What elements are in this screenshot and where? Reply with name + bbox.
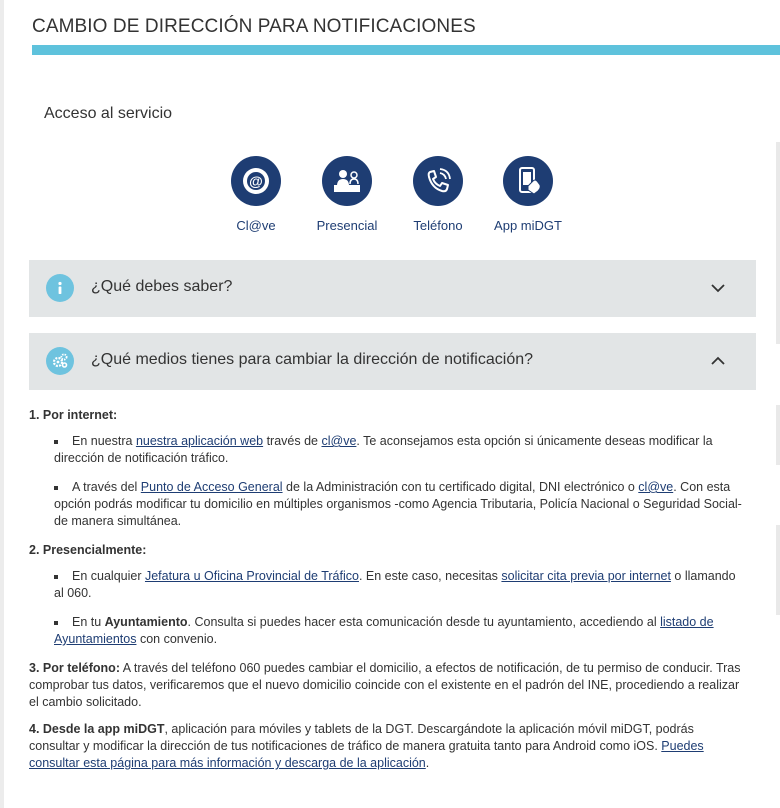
access-option-presencial[interactable]: [297, 156, 397, 233]
access-heading: Acceso al servicio: [44, 105, 173, 122]
access-option-label: App miDGT: [494, 218, 562, 233]
access-option-app-midgt[interactable]: [478, 156, 578, 233]
list-item: En nuestra nuestra aplicación web través de cl@ve. Te aconsejamos esta opción si únicamente deseas modificar la dirección de notificación tráfico.: [54, 434, 713, 465]
list-item: A través del Punto de Acceso General de la Administración con tu certificado digital, DNI electrónico o cl@ve. Con esta opción podrás modificar tu domicilio en múltiples organismos -como Agencia Tributaria, Policía Nacional o Seguridad Social- de manera simultánea.: [54, 480, 742, 528]
right-scroll-edge: [776, 142, 780, 344]
left-border: [0, 0, 4, 808]
link-jefatura[interactable]: Jefatura u Oficina Provincial de Tráfico: [144, 569, 359, 583]
chevron-down-icon[interactable]: [709, 279, 727, 302]
phone-icon: [413, 156, 463, 206]
link-clave[interactable]: cl@ve: [321, 434, 357, 448]
mobile-app-icon: [503, 156, 553, 206]
bullet-marker: [54, 440, 58, 444]
link-app-info[interactable]: Puedes consultar esta página para más información y descarga de la aplicación: [29, 739, 704, 770]
access-option-label: Teléfono: [413, 218, 463, 233]
chevron-up-icon[interactable]: [709, 352, 727, 375]
svg-text:@: @: [249, 173, 263, 189]
list-item: En cualquier Jefatura u Oficina Provincial de Tráfico. En este caso, necesitas solicitar cita previa por internet o llamando al 060.: [54, 569, 736, 600]
bullet-marker: [54, 621, 58, 625]
accordion-content: [29, 407, 747, 772]
page-title: CAMBIO DE DIRECCIÓN PARA NOTIFICACIONES: [32, 16, 476, 37]
section-app: 4. Desde la app miDGT, aplicación para móviles y tablets de la DGT. Descargándote la aplicación móvil miDGT, podrás consultar y modificar la dirección de tus notificaciones de tráfico de manera gratuita tanto para Android como iOS. Puedes consultar esta página para más información y descarga de la aplicación.: [29, 722, 704, 770]
link-cita-previa[interactable]: solicitar cita previa por internet: [501, 569, 671, 583]
office-desk-icon: [322, 156, 372, 206]
title-underline: [32, 45, 780, 55]
accordion-question: ¿Qué debes saber?: [91, 278, 233, 295]
link-punto-acceso-general[interactable]: Punto de Acceso General: [140, 480, 283, 494]
bullet-marker: [54, 575, 58, 579]
accordion-question: ¿Qué medios tienes para cambiar la dirección de notificación?: [91, 351, 534, 368]
gears-icon: [46, 347, 74, 375]
list-item: En tu Ayuntamiento. Consulta si puedes hacer esta comunicación desde tu ayuntamiento, accediendo al listado de Ayuntamientos con convenio.: [54, 615, 714, 646]
access-option-clave[interactable]: [206, 156, 306, 233]
bullet-marker: [54, 486, 58, 490]
at-sign-icon: [231, 156, 281, 206]
link-listado-ayuntamientos[interactable]: listado de Ayuntamientos: [54, 615, 714, 646]
link-aplicacion-web[interactable]: nuestra aplicación web: [135, 434, 264, 448]
access-option-label: Presencial: [316, 218, 378, 233]
section-telefono: 3. Por teléfono: A través del teléfono 060 puedes cambiar el domicilio, a efectos de notificación, de tu permiso de conducir. Tras comprobar tus datos, verificaremos que el nuevo domicilio coincide con el existente en el padrón del INE, procediendo a realizar el cambio solicitado.: [29, 661, 741, 709]
info-icon: [46, 274, 74, 302]
right-scroll-edge: [776, 525, 780, 615]
link-clave[interactable]: cl@ve: [638, 480, 674, 494]
access-option-telefono[interactable]: [388, 156, 488, 233]
section-title: 1. Por internet:: [29, 408, 118, 422]
right-scroll-edge: [776, 405, 780, 465]
accordion-que-debes-saber[interactable]: [29, 260, 756, 317]
section-title: 2. Presencialmente:: [29, 543, 147, 557]
access-option-label: Cl@ve: [236, 218, 276, 233]
accordion-que-medios-tienes[interactable]: [29, 333, 756, 390]
